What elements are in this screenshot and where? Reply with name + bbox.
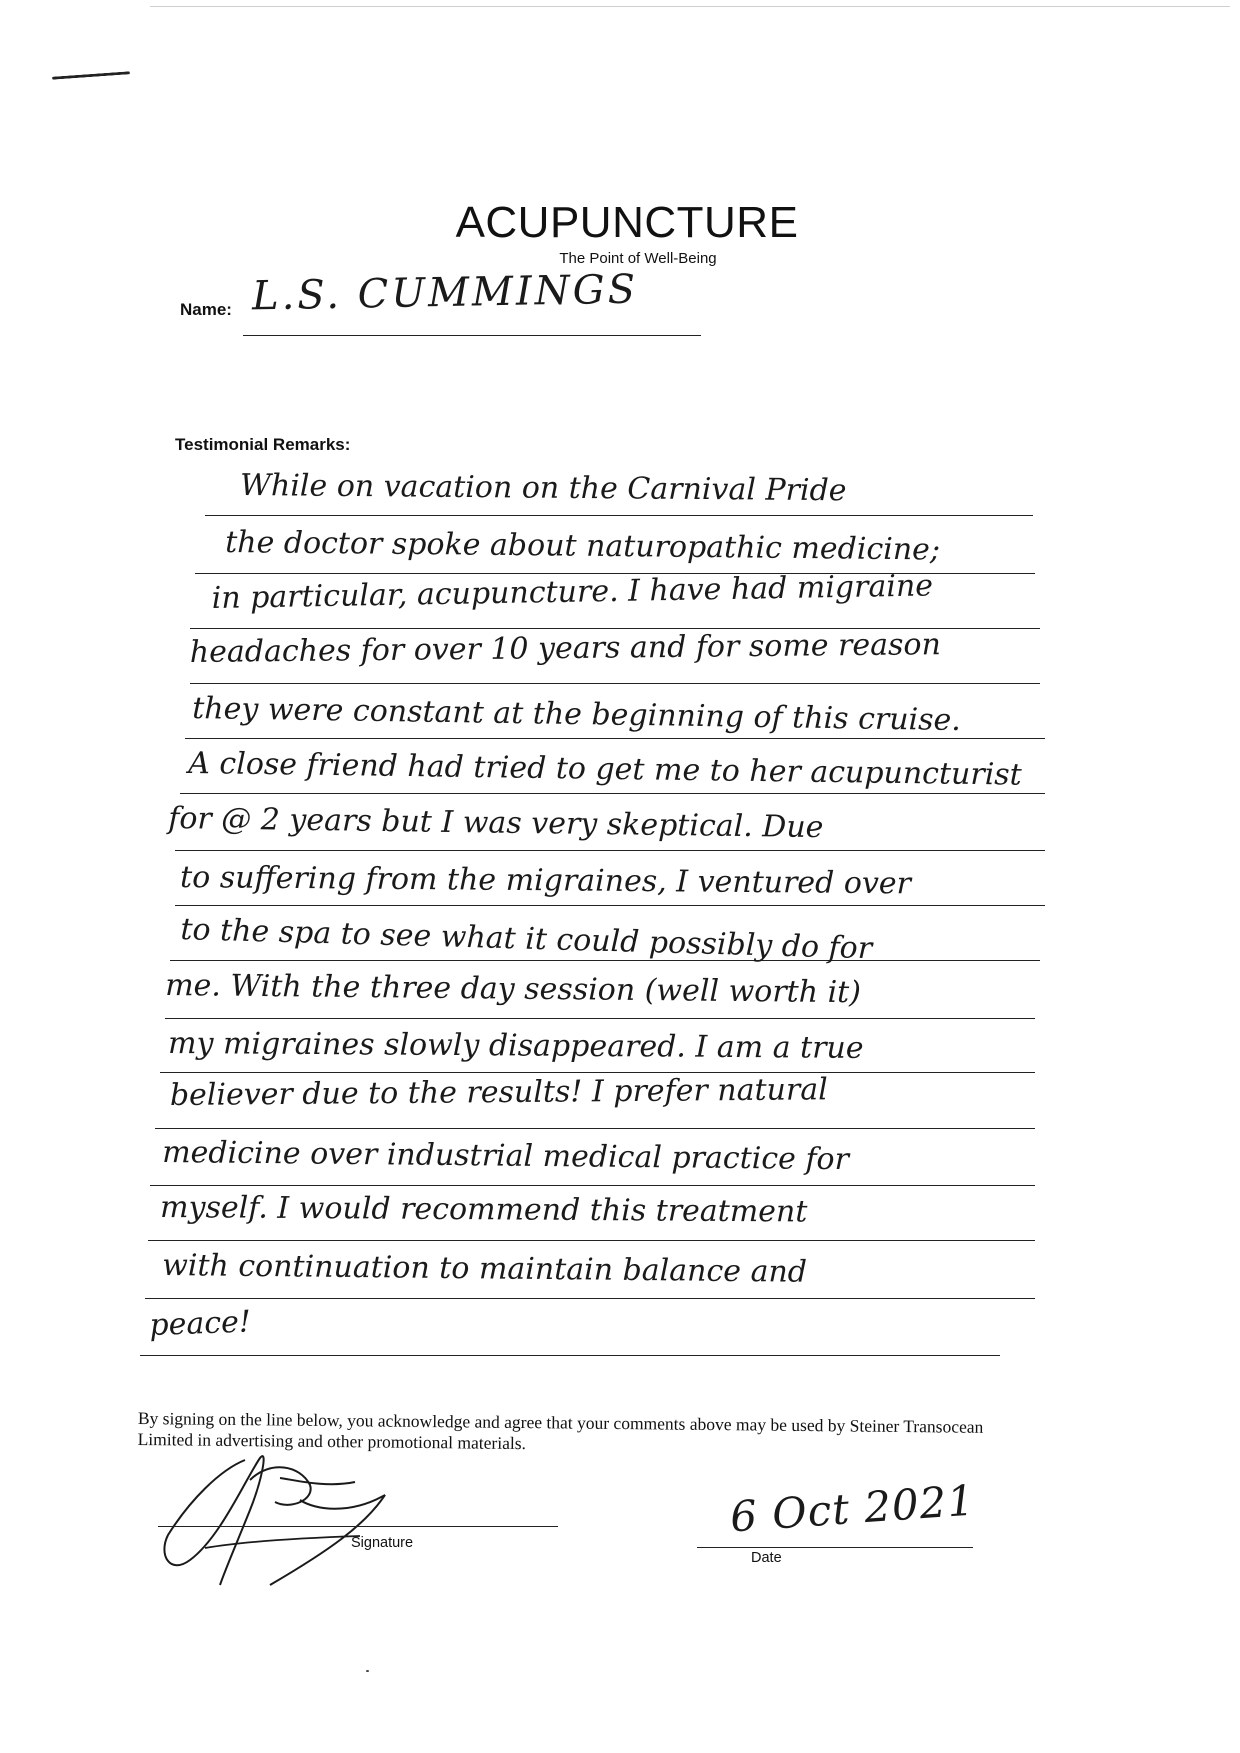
scan-speck bbox=[366, 1670, 369, 1672]
remark-text: to suffering from the migraines, I ventured over bbox=[179, 860, 912, 902]
remark-underline bbox=[160, 1072, 1035, 1073]
remark-text: me. With the three day session (well worth it) bbox=[164, 968, 862, 1011]
date-handwritten-value: 6 Oct 2021 bbox=[728, 1475, 977, 1542]
signature-line bbox=[158, 1526, 558, 1527]
remark-text: myself. I would recommend this treatment bbox=[159, 1190, 808, 1230]
remark-text: my migraines slowly disappeared. I am a true bbox=[167, 1026, 864, 1066]
remark-text: in particular, acupuncture. I have had migraine bbox=[211, 568, 934, 616]
remark-text: for @ 2 years but I was very skeptical. Due bbox=[167, 801, 824, 846]
name-handwritten-value: L.S. CUMMINGS bbox=[251, 266, 639, 320]
remark-underline bbox=[145, 1298, 1035, 1299]
remark-underline bbox=[180, 793, 1045, 794]
remark-text: they were constant at the beginning of this cruise. bbox=[191, 691, 962, 739]
remark-underline bbox=[148, 1240, 1035, 1241]
remark-text: the doctor spoke about naturopathic medicine; bbox=[224, 525, 941, 568]
remark-text: believer due to the results! I prefer natural bbox=[169, 1072, 828, 1113]
remark-underline bbox=[175, 905, 1045, 906]
remark-underline bbox=[150, 1185, 1035, 1186]
remark-text: with continuation to maintain balance and bbox=[161, 1248, 808, 1290]
date-label: Date bbox=[751, 1550, 782, 1566]
remark-underline bbox=[155, 1128, 1035, 1129]
remark-text: peace! bbox=[148, 1304, 252, 1343]
remark-text: A close friend had tried to get me to her acupuncturist bbox=[187, 746, 1023, 793]
form-title: ACUPUNCTURE bbox=[455, 198, 799, 247]
remark-text: medicine over industrial medical practice for bbox=[161, 1135, 850, 1178]
form-subtitle: The Point of Well-Being bbox=[559, 250, 717, 267]
remark-underline bbox=[205, 515, 1033, 516]
remark-underline bbox=[165, 1018, 1035, 1019]
signature-label: Signature bbox=[351, 1535, 414, 1551]
consent-statement: By signing on the line below, you acknowledge and agree that your comments above may be used by Steiner Transocean Limited in advertising and other promotional materials. bbox=[137, 1408, 984, 1454]
remark-text: While on vacation on the Carnival Pride bbox=[239, 468, 847, 509]
remark-underline bbox=[185, 738, 1045, 739]
remark-underline bbox=[170, 960, 1040, 961]
remark-underline bbox=[190, 683, 1040, 684]
remark-text: headaches for over 10 years and for some reason bbox=[189, 627, 942, 670]
signature-scribble bbox=[150, 1440, 410, 1590]
testimonial-remarks-label: Testimonial Remarks: bbox=[175, 435, 351, 454]
date-line bbox=[697, 1547, 973, 1548]
name-label: Name: bbox=[180, 300, 232, 319]
remark-underline bbox=[175, 850, 1045, 851]
remark-underline bbox=[140, 1355, 1000, 1356]
remark-text: to the spa to see what it could possibly do for bbox=[179, 912, 873, 967]
